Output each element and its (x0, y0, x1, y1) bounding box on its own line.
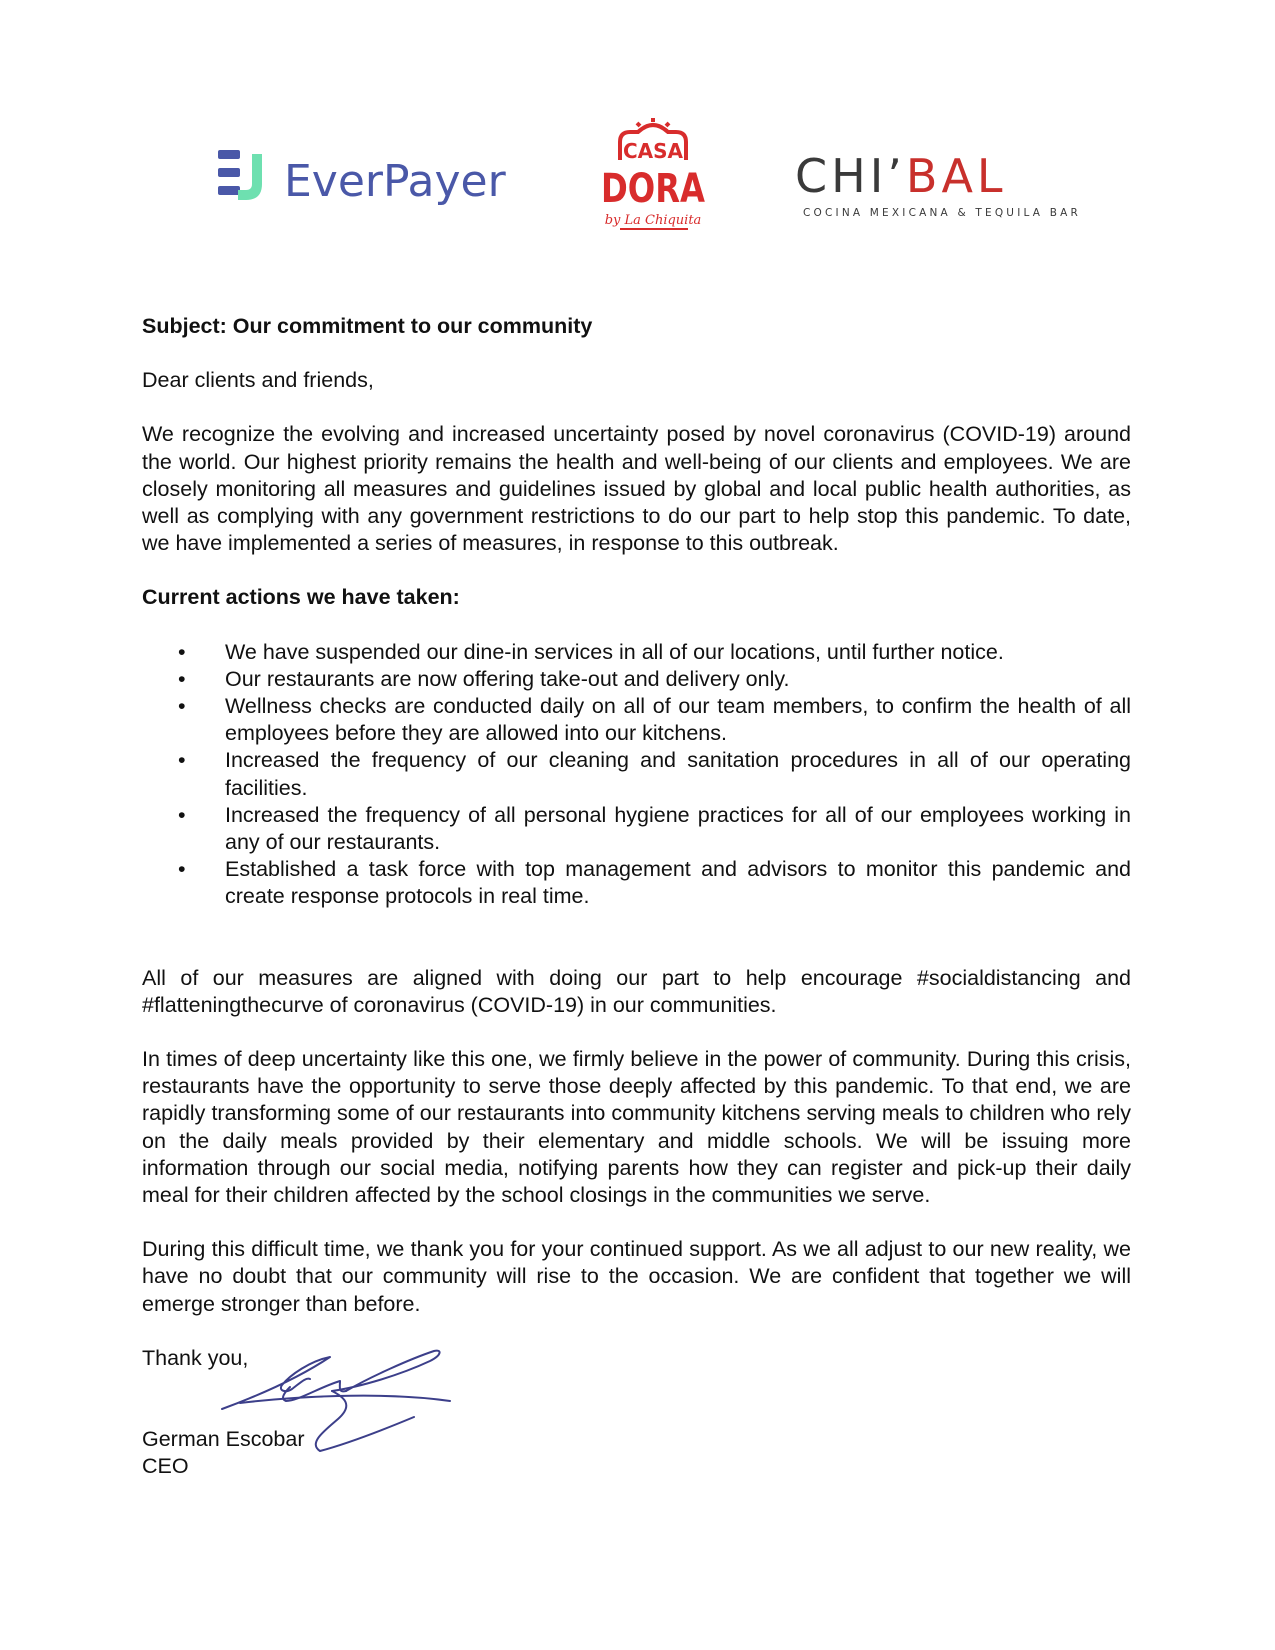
chibal-wordmark-right: BAL (905, 149, 1007, 203)
bullet-icon: • (178, 748, 186, 773)
actions-list (142, 639, 1131, 911)
list-item-text: Wellness checks are conducted daily on all of our team members, to confirm the health of all employees before they are allowed into our kitchens. (225, 694, 1131, 746)
bullet-icon: • (178, 639, 186, 664)
actions-heading: Current actions we have taken: (142, 585, 460, 610)
bullet-icon: • (178, 694, 186, 719)
signature-block (142, 1345, 1131, 1485)
list-item (142, 693, 1131, 747)
community-paragraph: In times of deep uncertainty like this one, we firmly believe in the power of community. During this crisis, restaurants have the opportunity to serve those deeply affected by this pandemic. To that end, we are rapidly transforming some of our restaurants into community kitchens serving meals to children who rely on the daily meals provided by their elementary and middle schools. We will be issuing more information through our social media, notifying parents how they can register and pick-up their daily meal for their children affected by the school closings in the communities we serve. (142, 1047, 1131, 1208)
signer-title: CEO (142, 1453, 189, 1478)
logo-header (0, 108, 1275, 238)
chibal-tagline: COCINA MEXICANA & TEQUILA BAR (803, 207, 1081, 219)
bullet-icon: • (178, 857, 186, 882)
signer-name: German Escobar (142, 1426, 305, 1451)
everpayer-logo (218, 146, 518, 210)
letter-body (142, 313, 1131, 1485)
intro-paragraph: We recognize the evolving and increased uncertainty posed by novel coronavirus (COVID-19) around the world. Our highest priority remains the health and well-being of our clients and employees. We are closely monitoring all measures and guidelines issued by global and local public health authorities, as well as complying with any government restrictions to do our part to help stop this pandemic. To date, we have implemented a series of measures, in response to this outbreak. (142, 422, 1131, 556)
casa-dora-logo (598, 118, 708, 236)
casa-dora-line2: DORA (601, 166, 706, 212)
casa-dora-tagline: by La Chiquita (604, 213, 702, 228)
everpayer-mark-icon (218, 150, 262, 200)
measures-paragraph: All of our measures are aligned with doing our part to help encourage #socialdistancing and #flatteningthecurve of coronavirus (COVID-19) in our communities. (142, 965, 1131, 1017)
chibal-wordmark-left: CHI’ (795, 149, 906, 203)
list-item (142, 747, 1131, 801)
letter-greeting: Dear clients and friends, (142, 368, 374, 393)
list-item (142, 639, 1131, 666)
casa-dora-line1: CASA (622, 139, 684, 163)
everpayer-wordmark: EverPayer (284, 156, 506, 207)
list-item-text: Established a task force with top management and advisors to monitor this pandemic and create response protocols in real time. (225, 857, 1131, 909)
chibal-wordmark (795, 149, 1007, 203)
bullet-icon: • (178, 666, 186, 691)
list-item-text: Our restaurants are now offering take-out and delivery only. (225, 666, 790, 691)
list-item (142, 666, 1131, 693)
list-item (142, 856, 1131, 910)
chibal-logo (795, 149, 1081, 220)
list-item-text: We have suspended our dine-in services in all of our locations, until further notice. (225, 639, 1004, 664)
list-item-text: Increased the frequency of our cleaning and sanitation procedures in all of our operating facilities. (225, 748, 1131, 800)
letter-subject: Subject: Our commitment to our community (142, 314, 593, 338)
thanks-paragraph: During this difficult time, we thank you for your continued support. As we all adjust to our new reality, we have no doubt that our community will rise to the occasion. We are confident that together we will emerge stronger than before. (142, 1237, 1131, 1316)
bullet-icon: • (178, 802, 186, 827)
closing: Thank you, (142, 1345, 249, 1370)
list-item (142, 802, 1131, 856)
list-item-text: Increased the frequency of all personal hygiene practices for all of our employees working in any of our restaurants. (225, 802, 1131, 855)
